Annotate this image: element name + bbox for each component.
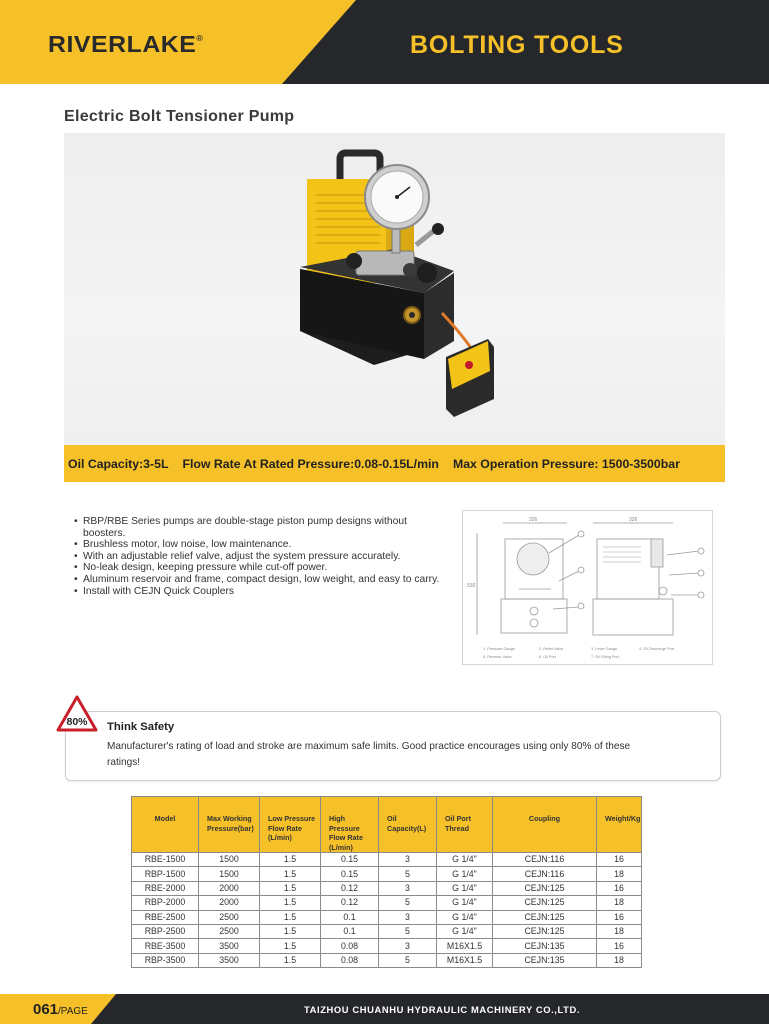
legend-item: 2. Relief Valve [539, 647, 564, 651]
product-title: Electric Bolt Tensioner Pump [64, 108, 295, 125]
table-cell: RBP-3500 [132, 953, 199, 967]
table-row [132, 924, 642, 938]
col-header: Weight/Kg [597, 797, 642, 853]
spec-oil-capacity: Oil Capacity:3-5L [68, 456, 169, 471]
table-cell: 0.1 [321, 910, 379, 924]
dim-height: 530 [467, 583, 476, 589]
feature-item: • RBP/RBE Series pumps are double-stage piston pump designs without boosters. [74, 516, 444, 539]
page-footer [0, 994, 769, 1024]
table-cell: 0.12 [321, 881, 379, 895]
dim-width-left: 326 [529, 517, 538, 523]
table-cell: 0.08 [321, 953, 379, 967]
drawing-svg [463, 511, 712, 664]
feature-item: • With an adjustable relief valve, adjust the system pressure accurately. [74, 551, 444, 563]
feature-item: • No-leak design, keeping pressure while cut-off power. [74, 562, 444, 574]
table-cell: 18 [597, 953, 642, 967]
table-cell: 18 [597, 867, 642, 881]
table-cell: RBP-2000 [132, 896, 199, 910]
table-cell: 16 [597, 939, 642, 953]
table-row [132, 896, 642, 910]
table-cell: 2000 [199, 896, 260, 910]
table-cell: 0.1 [321, 924, 379, 938]
table-cell: G 1/4" [437, 881, 493, 895]
table-cell: 1.5 [260, 924, 321, 938]
table-cell: 3 [379, 853, 437, 867]
table-cell: CEJN:125 [493, 896, 597, 910]
feature-list [74, 516, 444, 597]
table-cell: M16X1.5 [437, 939, 493, 953]
dim-width-right: 326 [629, 517, 638, 523]
col-header: Max Working Pressure(bar) [199, 797, 260, 853]
table-cell: M16X1.5 [437, 953, 493, 967]
table-cell: RBE-2500 [132, 910, 199, 924]
table-cell: 1500 [199, 853, 260, 867]
table-cell: 2500 [199, 910, 260, 924]
table-row [132, 953, 642, 967]
table-cell: 1.5 [260, 896, 321, 910]
table-cell: 1.5 [260, 853, 321, 867]
table-cell: G 1/4" [437, 924, 493, 938]
table-cell: CEJN:116 [493, 867, 597, 881]
table-cell: 1.5 [260, 867, 321, 881]
spec-flow-rate: Flow Rate At Rated Pressure:0.08-0.15L/min [182, 456, 439, 471]
feature-item: • Brushless motor, low noise, low maintenance. [74, 539, 444, 551]
table-cell: 5 [379, 896, 437, 910]
spec-max-pressure: Max Operation Pressure: 1500-3500bar [452, 456, 680, 471]
table-cell: G 1/4" [437, 896, 493, 910]
table-cell: RBE-3500 [132, 939, 199, 953]
table-cell: 1.5 [260, 953, 321, 967]
table-cell: CEJN:135 [493, 953, 597, 967]
table-cell: 3 [379, 881, 437, 895]
table-cell: 0.15 [321, 853, 379, 867]
safety-text: Manufacturer's rating of load and stroke are maximum safe limits. Good practice encourages using only 80% of these ratings! [107, 741, 631, 768]
table-cell: 1.5 [260, 939, 321, 953]
table-row [132, 867, 642, 881]
table-cell: G 1/4" [437, 853, 493, 867]
table-row [132, 910, 642, 924]
table-cell: 5 [379, 953, 437, 967]
table-row [132, 881, 642, 895]
specs-bar [64, 445, 725, 482]
table-row [132, 853, 642, 867]
col-header: Oil Port Thread [437, 797, 493, 853]
table-cell: RBP-2500 [132, 924, 199, 938]
col-header: High Pressure Flow Rate (L/min) [321, 797, 379, 853]
table-cell: RBE-2000 [132, 881, 199, 895]
table-row [132, 939, 642, 953]
technical-drawing [462, 510, 713, 665]
table-cell: 2000 [199, 881, 260, 895]
page-number: 061/PAGE [33, 1001, 88, 1018]
table-cell: G 1/4" [437, 910, 493, 924]
table-cell: 5 [379, 924, 437, 938]
table-cell: 1.5 [260, 910, 321, 924]
legend-item: 1. Pressure Gauge [483, 647, 515, 651]
table-cell: 16 [597, 853, 642, 867]
legend-item: 5. Reverse Valve [483, 655, 512, 659]
table-cell: 3500 [199, 953, 260, 967]
product-photo [64, 133, 725, 445]
table-cell: 3 [379, 910, 437, 924]
table-cell: 16 [597, 881, 642, 895]
page-header [0, 0, 769, 84]
table-cell: 0.08 [321, 939, 379, 953]
table-cell: G 1/4" [437, 867, 493, 881]
table-cell: RBE-1500 [132, 853, 199, 867]
company-name: TAIZHOU CHUANHU HYDRAULIC MACHINERY CO.,LTD. [304, 1004, 581, 1015]
table-cell: 16 [597, 910, 642, 924]
table-cell: CEJN:125 [493, 924, 597, 938]
table-cell: CEJN:116 [493, 853, 597, 867]
table-cell: 1500 [199, 867, 260, 881]
legend-item: 3. Lever Gauge [591, 647, 618, 651]
table-cell: 3 [379, 939, 437, 953]
legend-item: 7. Oil Filling Port [591, 655, 619, 659]
warning-triangle-icon [55, 694, 99, 734]
brand-logo: RIVERLAKE® [48, 31, 204, 57]
feature-item: • Aluminum reservoir and frame, compact design, low weight, and easy to carry. [74, 574, 444, 586]
table-cell: CEJN:125 [493, 881, 597, 895]
col-header: Oil Capacity(L) [379, 797, 437, 853]
legend-item: 4. Oil Discharge Port [639, 647, 675, 651]
pump-illustration [64, 133, 725, 445]
table-header-row [132, 797, 642, 853]
table-cell: 0.12 [321, 896, 379, 910]
table-cell: 0.15 [321, 867, 379, 881]
col-header: Coupling [493, 797, 597, 853]
table-cell: 5 [379, 867, 437, 881]
section-title: BOLTING TOOLS [410, 31, 624, 59]
legend-item: 6. Oil Port [539, 655, 556, 659]
table-cell: RBP-1500 [132, 867, 199, 881]
table-cell: CEJN:135 [493, 939, 597, 953]
table-cell: 2500 [199, 924, 260, 938]
col-header: Model [132, 797, 199, 853]
safety-badge: 80% [66, 716, 88, 728]
col-header: Low Pressure Flow Rate (L/min) [260, 797, 321, 853]
table-cell: 1.5 [260, 881, 321, 895]
table-cell: 3500 [199, 939, 260, 953]
spec-table [131, 796, 642, 968]
table-cell: 18 [597, 896, 642, 910]
table-cell: CEJN:125 [493, 910, 597, 924]
safety-title: Think Safety [107, 721, 175, 733]
table-cell: 18 [597, 924, 642, 938]
feature-item: • Install with CEJN Quick Couplers [74, 586, 444, 598]
